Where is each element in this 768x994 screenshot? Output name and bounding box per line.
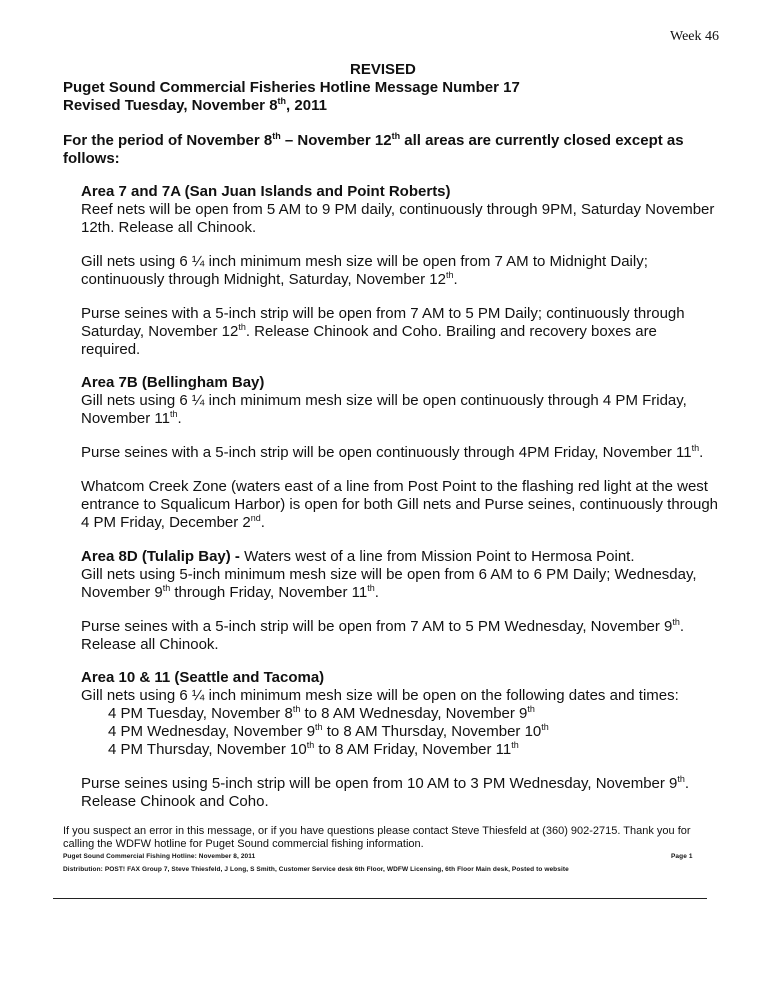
area7b-whatcom-line-2: entrance to Squalicum Harbor) is open for both Gill nets and Purse seines, continuously through xyxy=(81,496,719,513)
title-line-2: Revised Tuesday, November 8th, 2011 xyxy=(63,96,327,114)
area10-purseseine-line-2: Release Chinook and Coho. xyxy=(81,793,269,810)
footer-divider xyxy=(53,898,707,899)
area7-purseseine-line-2: Saturday, November 12th. Release Chinook and Coho. Brailing and recovery boxes are xyxy=(81,322,657,340)
area8d-purseseine-line-1: Purse seines with a 5-inch strip will be open from 7 AM to 5 PM Wednesday, November 9th. xyxy=(81,617,685,635)
area10-heading: Area 10 & 11 (Seattle and Tacoma) xyxy=(81,669,325,686)
area10-date-3: 4 PM Thursday, November 10th to 8 AM Friday, November 11th xyxy=(108,740,519,758)
area7b-gillnet-line-1: Gill nets using 6 ¼ inch minimum mesh size will be open continuously through 4 PM Friday, xyxy=(81,392,687,409)
area10-date-2: 4 PM Wednesday, November 9th to 8 AM Thursday, November 10th xyxy=(108,722,549,740)
area8d-gillnet-line-2: November 9th through Friday, November 11th. xyxy=(81,583,379,601)
footer-distribution: Distribution: POST! FAX Group 7, Steve Thiesfeld, J Long, S Smith, Customer Service desk 6th Floor, WDFW Licensing, 6th Floor Main desk, Posted to website xyxy=(63,866,569,873)
area7-gillnet-line-1: Gill nets using 6 ¼ inch minimum mesh size will be open from 7 AM to Midnight Daily; xyxy=(81,253,648,270)
area7b-whatcom-line-1: Whatcom Creek Zone (waters east of a line from Post Point to the flashing red light at the west xyxy=(81,478,708,495)
area10-gillnet-intro: Gill nets using 6 ¼ inch minimum mesh size will be open on the following dates and times: xyxy=(81,687,679,704)
footer-page-number: Page 1 xyxy=(671,853,693,860)
area7b-heading: Area 7B (Bellingham Bay) xyxy=(81,374,265,391)
area7b-gillnet-line-2: November 11th. xyxy=(81,409,182,427)
intro-line-2: follows: xyxy=(63,150,120,167)
area8d-purseseine-line-2: Release all Chinook. xyxy=(81,636,219,653)
area8d-gillnet-line-1: Gill nets using 5-inch minimum mesh size will be open from 6 AM to 6 PM Daily; Wednesday, xyxy=(81,566,697,583)
area10-date-1: 4 PM Tuesday, November 8th to 8 AM Wednesday, November 9th xyxy=(108,704,535,722)
area7-purseseine-line-1: Purse seines with a 5-inch strip will be open from 7 AM to 5 PM Daily; continuously through xyxy=(81,305,685,322)
area7-heading: Area 7 and 7A (San Juan Islands and Point Roberts) xyxy=(81,183,451,200)
area7-reefnet-line-2: 12th. Release all Chinook. xyxy=(81,219,257,236)
area7-purseseine-line-3: required. xyxy=(81,341,141,358)
area8d-heading: Area 8D (Tulalip Bay) - Waters west of a line from Mission Point to Hermosa Point. xyxy=(81,548,635,565)
title-line-1: Puget Sound Commercial Fisheries Hotline Message Number 17 xyxy=(63,79,520,96)
week-label: Week 46 xyxy=(670,29,720,44)
area10-purseseine-line-1: Purse seines using 5-inch strip will be open from 10 AM to 3 PM Wednesday, November 9th. xyxy=(81,774,690,792)
area7-reefnet-line-1: Reef nets will be open from 5 AM to 9 PM daily, continuously through 9PM, Saturday November xyxy=(81,201,715,218)
intro-line-1: For the period of November 8th – November 12th all areas are currently closed except as xyxy=(63,131,684,149)
footer-contact-line-2: calling the WDFW hotline for Puget Sound commercial fishing information. xyxy=(63,838,424,850)
revised-heading: REVISED xyxy=(350,61,416,78)
area7b-whatcom-line-3: 4 PM Friday, December 2nd. xyxy=(81,513,265,531)
area7b-purseseine-line: Purse seines with a 5-inch strip will be open continuously through 4PM Friday, November 11th. xyxy=(81,443,704,461)
footer-contact-line-1: If you suspect an error in this message, or if you have questions please contact Steve Thiesfeld at (360) 902-2715. Thank you for xyxy=(63,825,691,837)
footer-hotline-date: Puget Sound Commercial Fishing Hotline: November 8, 2011 xyxy=(63,853,256,860)
area7-gillnet-line-2: continuously through Midnight, Saturday, November 12th. xyxy=(81,270,458,288)
